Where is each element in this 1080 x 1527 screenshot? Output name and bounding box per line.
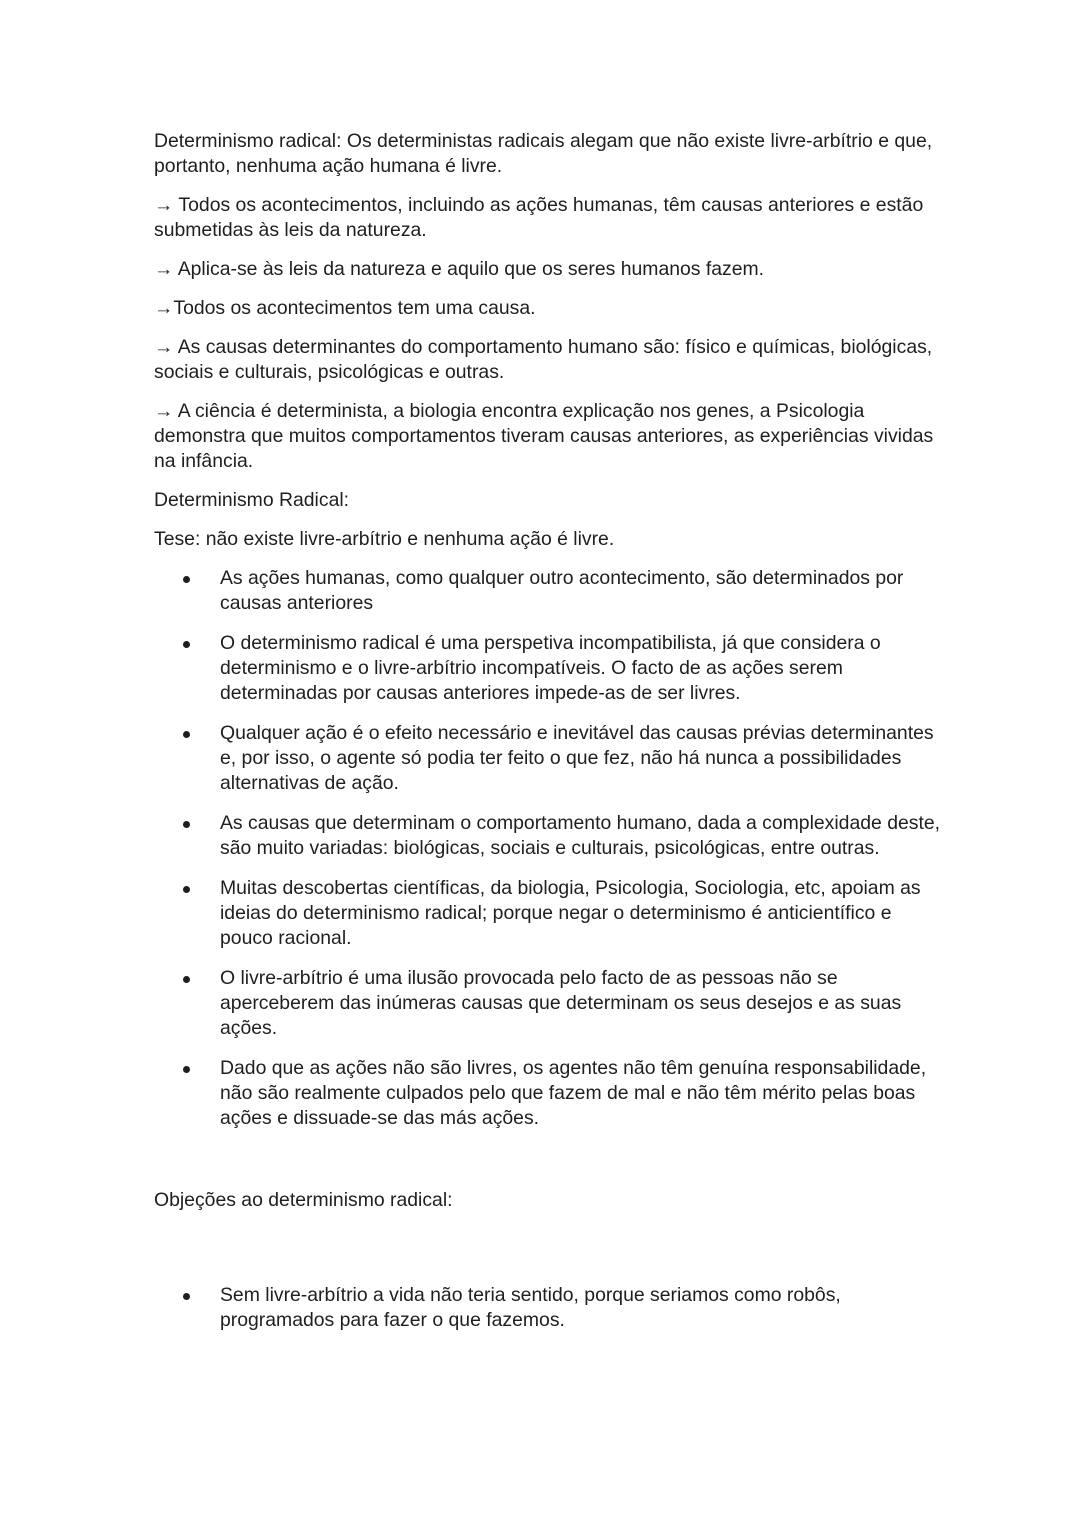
list-item-text: O determinismo radical é uma perspetiva incompatibilista, já que considera o determinismo e o livre-arbítrio incompatíveis. O facto de as ações serem determinadas por causas anteriores impede-as de ser livres. [220,632,881,704]
bullet-icon [183,1293,190,1300]
list-item [154,876,944,951]
section-heading: Determinismo Radical: [154,489,350,511]
list-item-text: Dado que as ações não são livres, os agentes não têm genuína responsabilidade, não são realmente culpados pelo que fazem de mal e não têm mérito pelas boas ações e dissuade-se das más ações. [220,1057,927,1129]
bullet-icon [183,731,190,738]
objections-bullet-list [154,1283,944,1333]
bullet-icon [183,821,190,828]
arrow-point-determinants: → As causas determinantes do comportamento humano são: físico e químicas, biológicas, sociais e culturais, psicológicas e outras. [154,336,933,383]
list-item [154,1283,944,1333]
bullet-icon [183,576,190,583]
intro-paragraph: Determinismo radical: Os deterministas radicais alegam que não existe livre-arbítrio e que, portanto, nenhuma ação humana é livre. [154,130,933,177]
list-item [154,721,944,796]
spacer [154,1227,944,1283]
arrow-point-laws: → Aplica-se às leis da natureza e aquilo que os seres humanos fazem. [154,258,765,280]
list-item-text: Sem livre-arbítrio a vida não teria sentido, porque seriamos como robôs, programados para fazer o que fazemos. [220,1284,841,1331]
list-item-text: Muitas descobertas científicas, da biologia, Psicologia, Sociologia, etc, apoiam as ideias do determinismo radical; porque negar o determinismo é anticientífico e pouco racional. [220,877,921,949]
list-item [154,631,944,706]
bullet-icon [183,641,190,648]
document-page [154,129,944,1348]
objections-heading: Objeções ao determinismo radical: [154,1189,453,1211]
arrow-point-causes: → Todos os acontecimentos, incluindo as ações humanas, têm causas anteriores e estão submetidas às leis da natureza. [154,194,924,241]
arrow-point-cause: →Todos os acontecimentos tem uma causa. [154,297,536,319]
bullet-icon [183,976,190,983]
list-item-text: Qualquer ação é o efeito necessário e inevitável das causas prévias determinantes e, por isso, o agente só podia ter feito o que fez, não há nunca a possibilidades alternativas de ação. [220,722,934,794]
list-item-text: O livre-arbítrio é uma ilusão provocada pelo facto de as pessoas não se aperceberem das inúmeras causas que determinam os seus desejos e as suas ações. [220,967,902,1039]
bullet-icon [183,886,190,893]
spacer [154,1146,944,1188]
list-item-text: As ações humanas, como qualquer outro acontecimento, são determinados por causas anteriores [220,567,904,614]
thesis-line: Tese: não existe livre-arbítrio e nenhuma ação é livre. [154,528,615,550]
arrow-point-science: → A ciência é determinista, a biologia encontra explicação nos genes, a Psicologia demonstra que muitos comportamentos tiveram causas anteriores, as experiências vividas na infância. [154,400,934,472]
list-item-text: As causas que determinam o comportamento humano, dada a complexidade deste, são muito variadas: biológicas, sociais e culturais, psicológicas, entre outras. [220,812,941,859]
list-item [154,566,944,616]
list-item [154,811,944,861]
thesis-bullet-list [154,566,944,1131]
bullet-icon [183,1066,190,1073]
list-item [154,966,944,1041]
list-item [154,1056,944,1131]
